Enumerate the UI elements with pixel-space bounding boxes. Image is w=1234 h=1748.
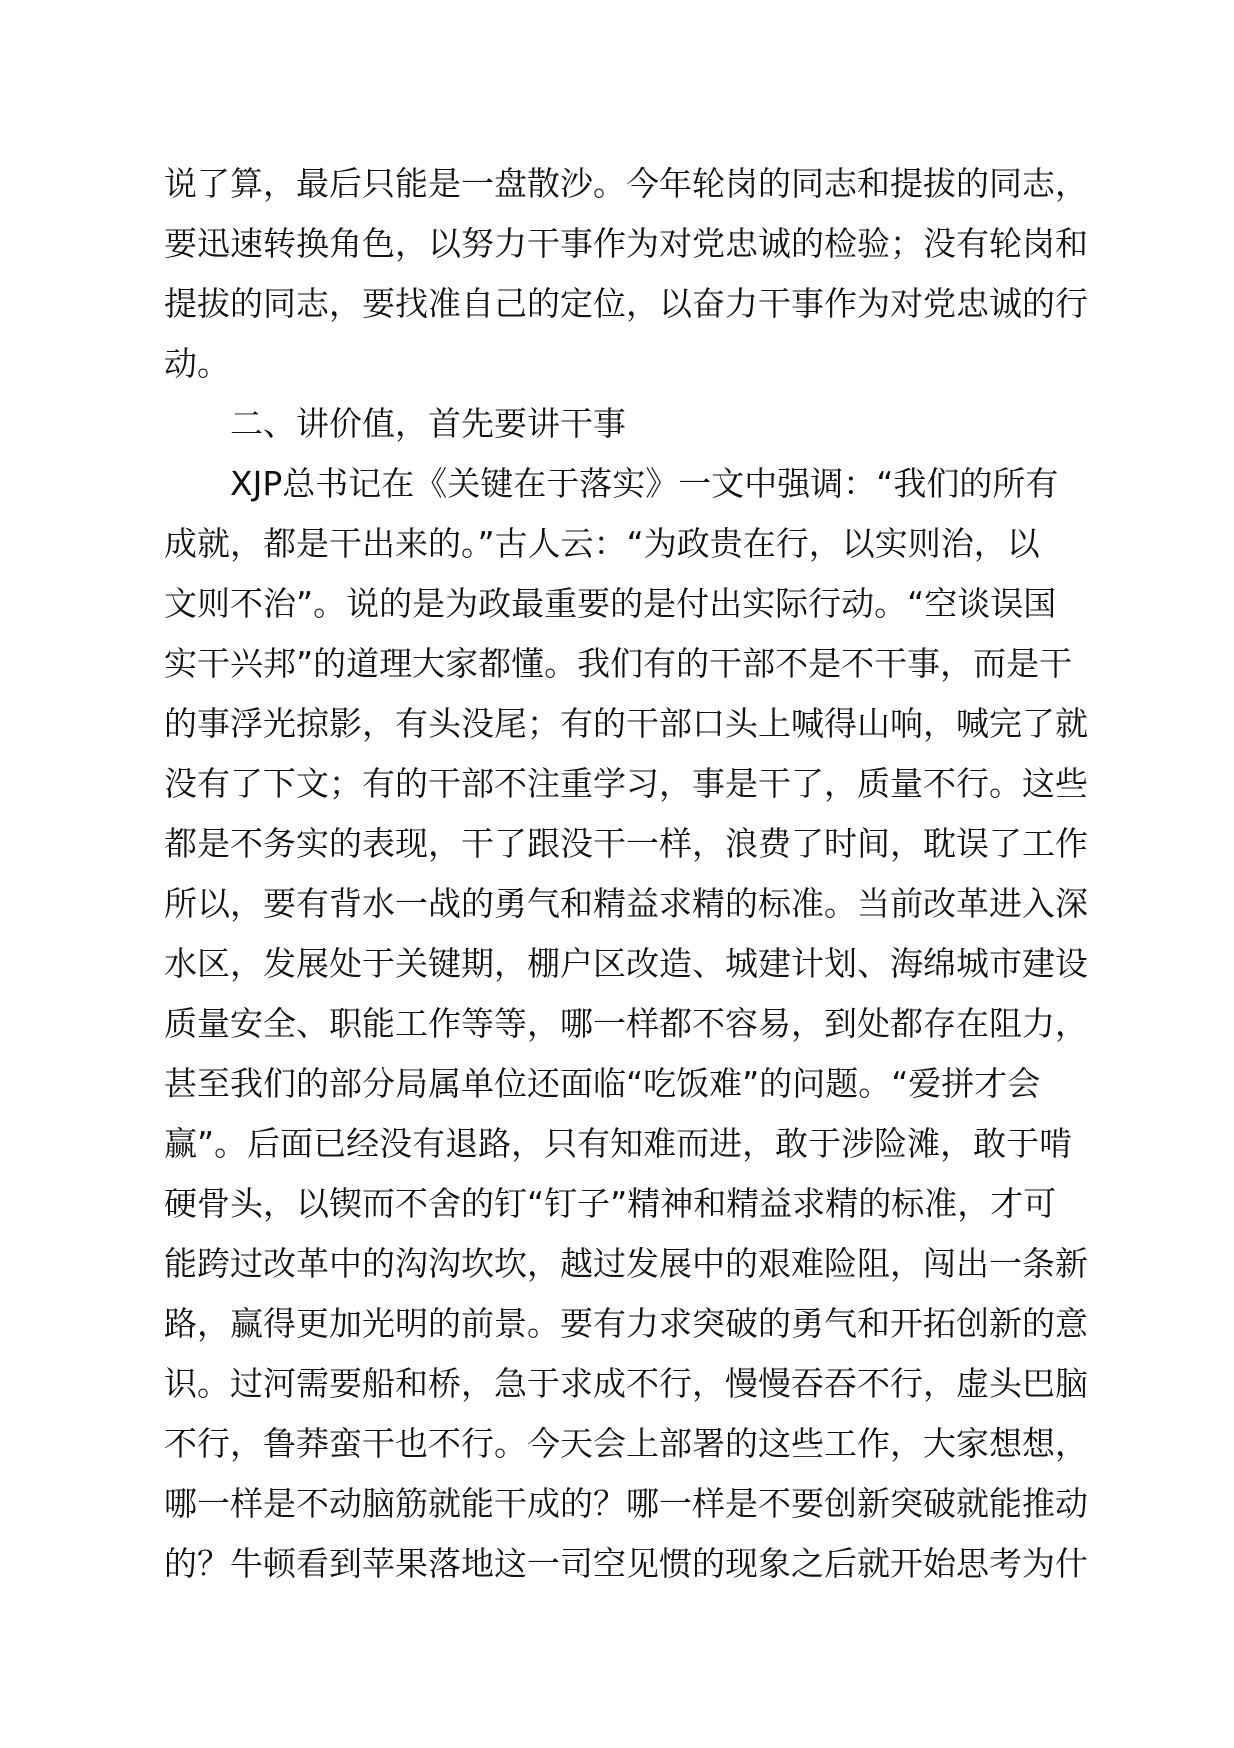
text-line: 都是不务实的表现，干了跟没干一样，浪费了时间，耽误了工作 <box>164 824 1088 863</box>
text-line: 硬骨头，以锲而不舍的钉“钉子”精神和精益求精的标准，才可 <box>164 1184 1057 1223</box>
body-text <box>164 154 1124 1594</box>
text-line: 实干兴邦”的道理大家都懂。我们有的干部不是不干事，而是干 <box>164 644 1073 683</box>
text-line: 没有了下文；有的干部不注重学习，事是干了，质量不行。这些 <box>164 764 1088 803</box>
text-line: 甚至我们的部分局属单位还面临“吃饭难”的问题。“爱拼才会 <box>164 1064 1041 1103</box>
text-line: 质量安全、职能工作等等，哪一样都不容易，到处都存在阻力， <box>164 1004 1088 1043</box>
text-line: 要迅速转换角色，以努力干事作为对党忠诚的检验；没有轮岗和 <box>164 224 1088 263</box>
text-line: 所以，要有背水一战的勇气和精益求精的标准。当前改革进入深 <box>164 884 1088 923</box>
text-line: 的？牛顿看到苹果落地这一司空见惯的现象之后就开始思考为什 <box>164 1544 1088 1583</box>
text-line: 赢”。后面已经没有退路，只有知难而进，敢于涉险滩，敢于啃 <box>164 1124 1073 1163</box>
text-line: XJP总书记在《关键在于落实》一文中强调：“我们的所有 <box>230 464 1059 503</box>
text-line: 说了算，最后只能是一盘散沙。今年轮岗的同志和提拔的同志， <box>164 164 1088 203</box>
text-line: 能跨过改革中的沟沟坎坎，越过发展中的艰难险阻，闯出一条新 <box>164 1244 1088 1283</box>
text-line: 路，赢得更加光明的前景。要有力求突破的勇气和开拓创新的意 <box>164 1304 1088 1343</box>
section-heading: 二、讲价值，首先要讲干事 <box>230 404 626 443</box>
text-line: 动。 <box>164 344 230 383</box>
text-line: 成就，都是干出来的。”古人云：“为政贵在行，以实则治，以 <box>164 524 1040 563</box>
text-line: 识。过河需要船和桥，急于求成不行，慢慢吞吞不行，虚头巴脑 <box>164 1364 1088 1403</box>
text-line: 提拔的同志，要找准自己的定位，以奋力干事作为对党忠诚的行 <box>164 284 1088 323</box>
text-line: 的事浮光掠影，有头没尾；有的干部口头上喊得山响，喊完了就 <box>164 704 1088 743</box>
text-line: 文则不治”。说的是为政最重要的是付出实际行动。“空谈误国 <box>164 584 1057 623</box>
text-line: 不行，鲁莽蛮干也不行。今天会上部署的这些工作，大家想想， <box>164 1424 1088 1463</box>
text-line: 哪一样是不动脑筋就能干成的？哪一样是不要创新突破就能推动 <box>164 1484 1088 1523</box>
text-line: 水区，发展处于关键期，棚户区改造、城建计划、海绵城市建设 <box>164 944 1088 983</box>
